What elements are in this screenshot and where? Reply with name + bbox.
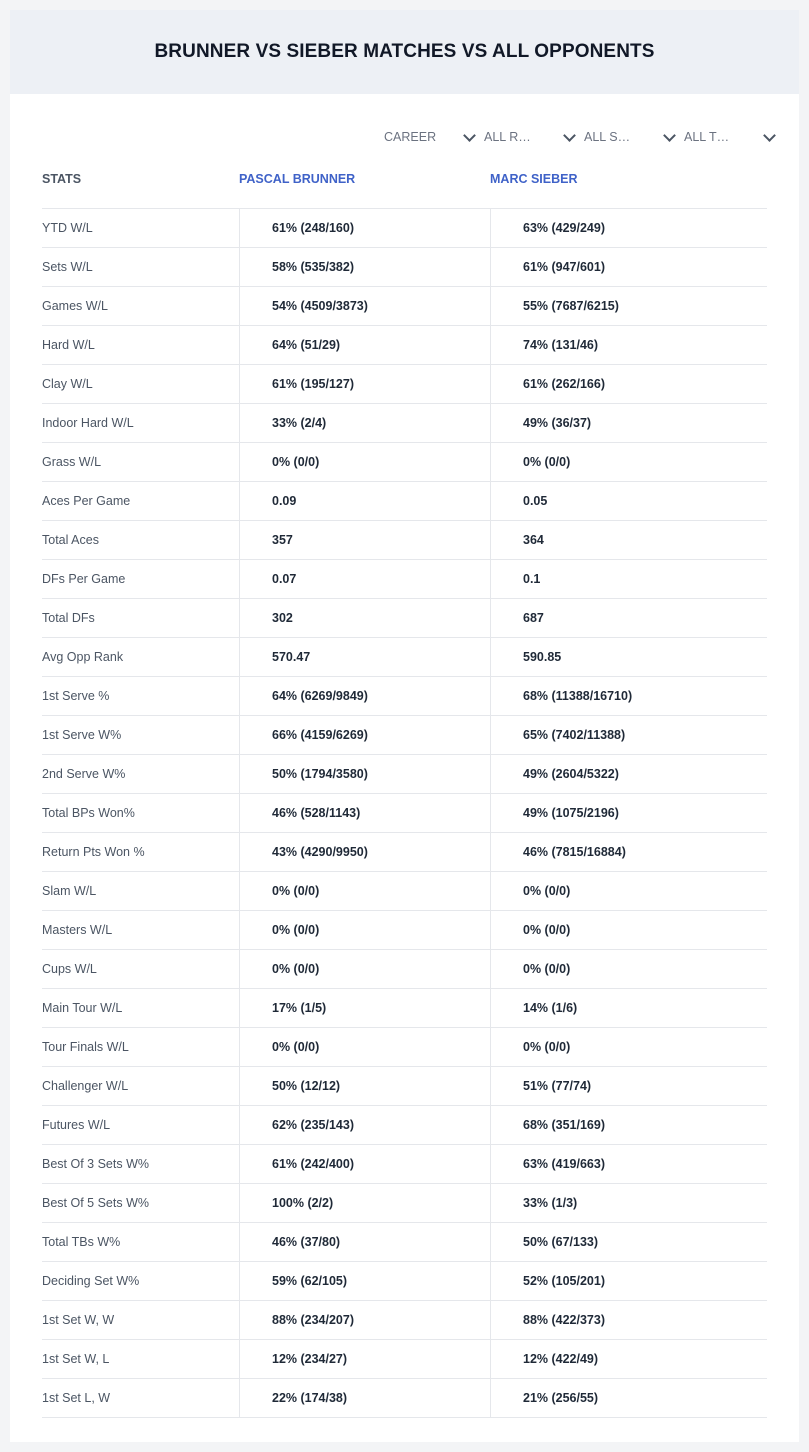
player1-value: 61% (195/127) [239,365,490,403]
player1-value: 66% (4159/6269) [239,716,490,754]
filter-label: CAREER [384,130,437,144]
stat-label: Total DFs [42,611,95,625]
player1-value: 64% (51/29) [239,326,490,364]
player1-value: 0% (0/0) [239,950,490,988]
player1-value: 12% (234/27) [239,1340,490,1378]
table-row [42,443,767,482]
player1-value: 64% (6269/9849) [239,677,490,715]
filter-label: ALL S… [584,130,631,144]
stat-label: Hard W/L [42,338,95,352]
stat-label: Aces Per Game [42,494,131,508]
filter-surface-select[interactable] [584,126,684,148]
stat-label: Total Aces [42,533,99,547]
player2-value: 0% (0/0) [490,872,767,910]
stat-label: Futures W/L [42,1118,111,1132]
player2-value: 63% (419/663) [490,1145,767,1183]
player2-value: 49% (36/37) [490,404,767,442]
stat-label: Slam W/L [42,884,97,898]
table-row [42,248,767,287]
player1-value: 0% (0/0) [239,1028,490,1066]
table-row [42,1067,767,1106]
player2-value: 0% (0/0) [490,1028,767,1066]
chevron-down-icon [563,129,576,142]
player1-value: 357 [239,521,490,559]
player2-value: 50% (67/133) [490,1223,767,1261]
stat-label: Deciding Set W% [42,1274,140,1288]
card-header [10,10,799,94]
table-row [42,482,767,521]
player2-value: 12% (422/49) [490,1340,767,1378]
player1-value: 88% (234/207) [239,1301,490,1339]
table-row [42,1340,767,1379]
player1-value: 58% (535/382) [239,248,490,286]
player1-value: 33% (2/4) [239,404,490,442]
player1-value: 59% (62/105) [239,1262,490,1300]
player1-value: 17% (1/5) [239,989,490,1027]
table-row [42,833,767,872]
player2-value: 687 [490,599,767,637]
player2-value: 0.1 [490,560,767,598]
chevron-down-icon [663,129,676,142]
filter-label: ALL T… [684,130,730,144]
player2-value: 21% (256/55) [490,1379,767,1417]
player1-value: 22% (174/38) [239,1379,490,1417]
page-title: BRUNNER VS SIEBER MATCHES VS ALL OPPONENTS [154,41,655,62]
filter-bar [384,126,784,148]
player1-value: 0% (0/0) [239,443,490,481]
table-row [42,1379,767,1418]
table-row [42,1301,767,1340]
table-row [42,677,767,716]
table-row [42,209,767,248]
stat-label: Avg Opp Rank [42,650,124,664]
stat-label: Cups W/L [42,962,97,976]
player1-value: 302 [239,599,490,637]
table-row [42,794,767,833]
player2-value: 68% (351/169) [490,1106,767,1144]
player2-value: 68% (11388/16710) [490,677,767,715]
player2-value: 49% (2604/5322) [490,755,767,793]
player2-value: 74% (131/46) [490,326,767,364]
player1-value: 46% (37/80) [239,1223,490,1261]
table-row [42,521,767,560]
stat-label: Indoor Hard W/L [42,416,134,430]
player2-value: 0.05 [490,482,767,520]
player1-value: 46% (528/1143) [239,794,490,832]
table-row [42,950,767,989]
player2-link[interactable]: MARC SIEBER [490,172,578,186]
player1-value: 100% (2/2) [239,1184,490,1222]
player1-value: 0% (0/0) [239,911,490,949]
stat-label: Best Of 3 Sets W% [42,1157,149,1171]
player1-value: 570.47 [239,638,490,676]
player2-value: 88% (422/373) [490,1301,767,1339]
stat-label: DFs Per Game [42,572,126,586]
stat-label: Grass W/L [42,455,102,469]
player1-value: 0.07 [239,560,490,598]
player1-value: 50% (12/12) [239,1067,490,1105]
stat-label: Return Pts Won % [42,845,145,859]
player2-value: 65% (7402/11388) [490,716,767,754]
player1-value: 54% (4509/3873) [239,287,490,325]
player1-value: 43% (4290/9950) [239,833,490,871]
table-row [42,872,767,911]
player2-value: 0% (0/0) [490,911,767,949]
table-row [42,1184,767,1223]
player2-value: 61% (947/601) [490,248,767,286]
stat-label: YTD W/L [42,221,93,235]
filter-tournament-select[interactable] [684,126,784,148]
stat-label: 1st Set W, L [42,1352,110,1366]
player2-value: 0% (0/0) [490,443,767,481]
player1-value: 61% (248/160) [239,209,490,247]
filter-period-select[interactable] [384,126,484,148]
player2-value: 46% (7815/16884) [490,833,767,871]
player1-value: 0.09 [239,482,490,520]
table-row [42,755,767,794]
player2-value: 49% (1075/2196) [490,794,767,832]
stat-label: Masters W/L [42,923,113,937]
stat-label: 1st Set L, W [42,1391,111,1405]
stat-label: Main Tour W/L [42,1001,123,1015]
player1-value: 0% (0/0) [239,872,490,910]
table-row [42,404,767,443]
player1-link[interactable]: PASCAL BRUNNER [239,172,356,186]
table-row [42,599,767,638]
player2-value: 0% (0/0) [490,950,767,988]
table-row [42,1145,767,1184]
table-row [42,1262,767,1301]
player1-value: 50% (1794/3580) [239,755,490,793]
stats-card [10,10,799,1442]
stat-label: Sets W/L [42,260,93,274]
filter-label: ALL R… [484,130,531,144]
player2-value: 52% (105/201) [490,1262,767,1300]
player2-value: 364 [490,521,767,559]
table-row [42,287,767,326]
player2-value: 55% (7687/6215) [490,287,767,325]
table-row [42,716,767,755]
player2-value: 33% (1/3) [490,1184,767,1222]
stat-label: 1st Set W, W [42,1313,115,1327]
stat-label: Total BPs Won% [42,806,135,820]
table-row [42,989,767,1028]
player2-value: 61% (262/166) [490,365,767,403]
table-row [42,1106,767,1145]
table-row [42,560,767,599]
player1-value: 61% (242/400) [239,1145,490,1183]
table-row [42,1223,767,1262]
stat-label: Games W/L [42,299,108,313]
filter-round-select[interactable] [484,126,584,148]
stat-label: Clay W/L [42,377,93,391]
stat-label: Total TBs W% [42,1235,121,1249]
stat-label: 2nd Serve W% [42,767,126,781]
stat-label: 1st Serve W% [42,728,122,742]
table-row [42,326,767,365]
player2-value: 14% (1/6) [490,989,767,1027]
player2-value: 590.85 [490,638,767,676]
column-header-stats: STATS [42,172,82,186]
chevron-down-icon [763,129,776,142]
stats-table [42,208,767,1418]
player2-value: 51% (77/74) [490,1067,767,1105]
table-row [42,1028,767,1067]
table-row [42,365,767,404]
stat-label: Best Of 5 Sets W% [42,1196,149,1210]
stat-label: Tour Finals W/L [42,1040,129,1054]
chevron-down-icon [463,129,476,142]
stat-label: Challenger W/L [42,1079,129,1093]
table-row [42,638,767,677]
player1-value: 62% (235/143) [239,1106,490,1144]
stat-label: 1st Serve % [42,689,110,703]
player2-value: 63% (429/249) [490,209,767,247]
table-row [42,911,767,950]
